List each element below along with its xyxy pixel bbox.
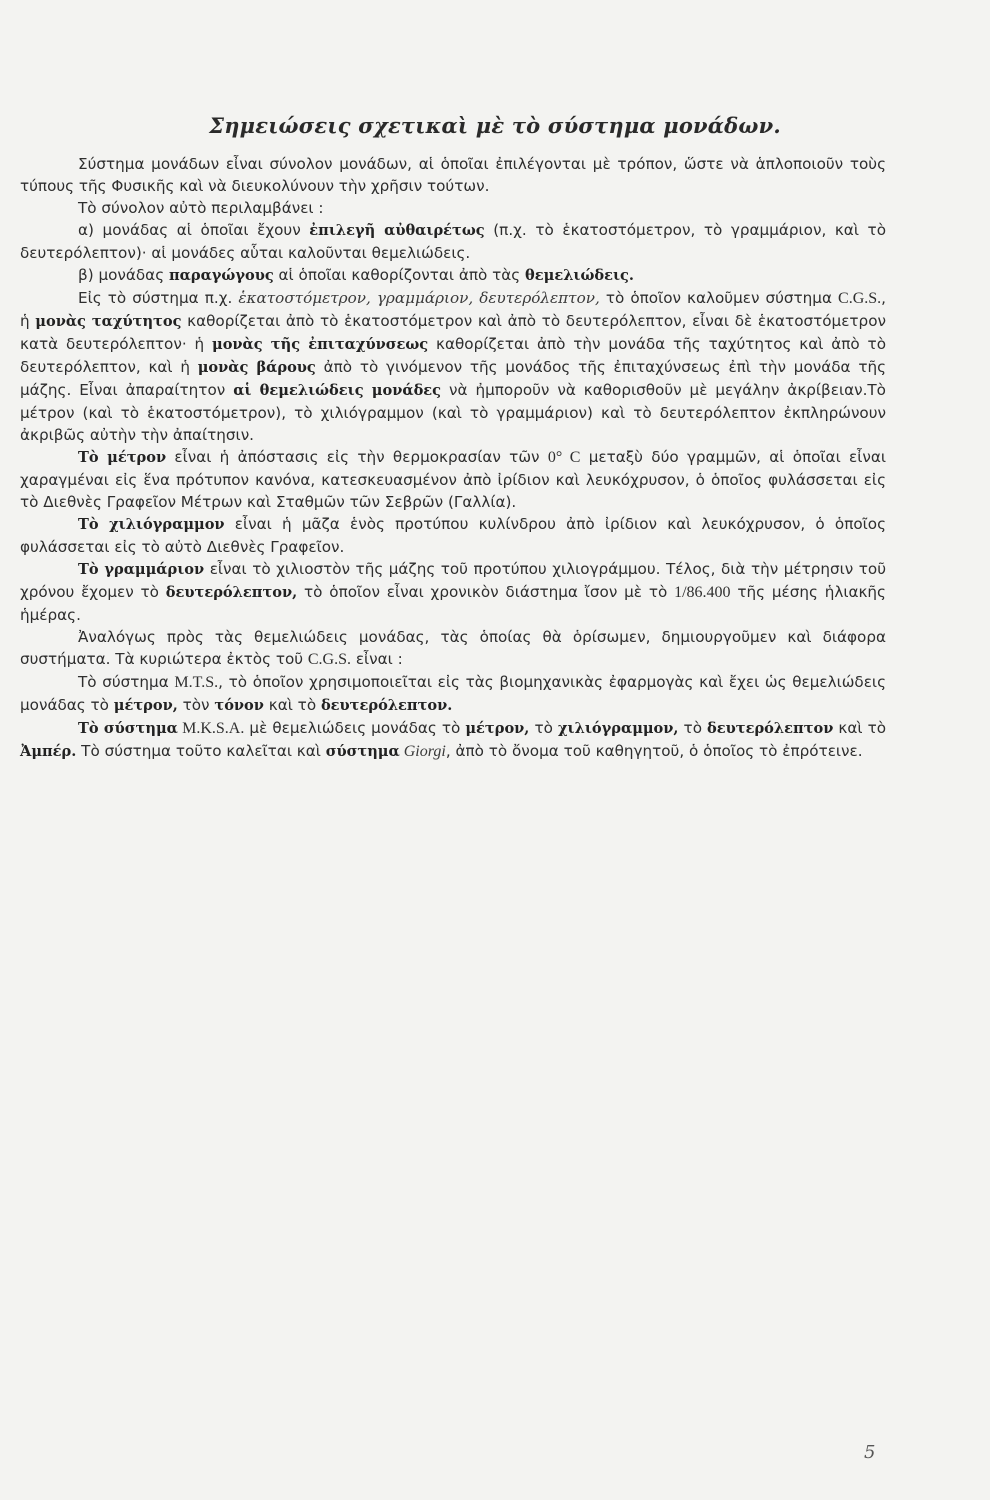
paragraph-cgs-example [20,287,886,446]
text-run: νὰ ἠμποροῦν νὰ καθορισθοῦν μὲ μεγάλην ἀκρίβειαν.Τὸ μέτρον (καὶ τὸ ἑκατοστόμετρον), τὸ χιλιόγραμμον (καὶ τὸ γραμμάριον) καὶ τὸ δευτερόλεπτον ἐκπληρώνουν ἀκριβῶς αὐτὴν τὴν ἀπαίτησιν. [20,381,886,444]
paragraph-definition [20,153,886,197]
text-run: Ἀναλόγως πρὸς τὰς θεμελιώδεις μονάδας, τὰς ὁποίας θὰ ὁρίσωμεν, δημιουργοῦμεν καὶ διάφορα συστήματα. Τὰ κυριώτερα ἐκτὸς τοῦ [20,628,886,668]
text-run: καθορίζεται ἀπὸ τὸ ἑκατοστόμετρον καὶ ἀπὸ τὸ δευτερόλεπτον, εἶναι δὲ ἑκατοστόμετρον κατὰ δευτερόλεπτον· ἡ [20,312,886,353]
text-run: , τὸ ὁποῖον χρησιμοποιεῖται εἰς τὰς βιομηχανικὰς ἐφαρμογὰς καὶ ἔχει ὡς θεμελιώδεις μονάδας τὸ [20,673,886,714]
text-run: καθορίζεται ἀπὸ τὴν μονάδα τῆς ταχύτητος καὶ ἀπὸ τὸ δευτερόλεπτον, καὶ ἡ [20,335,886,376]
bold-term: μονὰς ταχύτητος [35,313,182,330]
text-run: , ἡ [20,289,886,330]
bold-term: μέτρον, [113,697,178,714]
paragraph-item-b [20,264,886,287]
text-run: τὸ ὁποῖον καλοῦμεν σύστημα [599,289,839,307]
page-number: 5 [864,1442,876,1463]
paragraph-kilogram [20,513,886,558]
bold-term: δευτερόλεπτον [707,720,834,737]
bold-term: χιλιόγραμμον, [557,720,679,737]
text-run: καὶ τὸ [833,719,887,737]
paragraph-text: Σύστημα μονάδων εἶναι σύνολον μονάδων, αἱ ὁποῖαι ἐπιλέγονται μὲ τρόπον, ὥστε νὰ ἁπλοποιοῦν τοὺς τύπους τῆς Φυσικῆς καὶ νὰ διευκολύνουν τὴν χρῆσιν τούτων. [20,155,886,195]
text-run: εἶναι ἡ ἀπόστασις εἰς τὴν θερμοκρασίαν τῶν [166,448,548,466]
text-run: τὸ [529,719,558,737]
abbreviation: C.G.S. [307,651,351,668]
text-run: τὸ ὁποῖον εἶναι χρονικὸν διάστημα ἴσον μὲ τὸ [297,583,675,601]
bold-term: μονὰς βάρους [197,359,316,376]
abbreviation: M.T.S. [174,674,219,691]
fraction-value: 1/86.400 [674,584,731,601]
bold-term: δευτερόλεπτον, [165,584,298,601]
bold-term: μονὰς τῆς ἐπιταχύνσεως [212,336,429,353]
paragraph-gram [20,558,886,626]
paragraph-text: Τὸ σύνολον αὐτὸ περιλαμβάνει : [78,199,324,217]
paragraph-mksa [20,717,886,763]
bold-term: τόνον [214,697,264,714]
abbreviation: C.G.S. [838,290,882,307]
text-run: (π.χ. τὸ ἑκατοστόμετρον, τὸ γραμμάριον, καὶ τὸ δευτερόλεπτον)· αἱ μονάδες αὗται καλοῦνται θεμελιώδεις. [20,221,886,262]
temperature-value: 0° C [547,449,581,466]
text-run: τὸν [177,696,215,714]
bold-term: σύστημα [325,743,400,760]
text-run: , ἀπὸ τὸ ὄνομα τοῦ καθηγητοῦ, ὁ ὁποῖος τὸ ἐπρότεινε. [445,742,863,760]
text-run: εἶναι : [351,650,403,668]
bold-term: Τὸ σύστημα [78,720,178,737]
text-run: εἶναι ἡ μᾶζα ἑνὸς προτύπου κυλίνδρου ἀπὸ ἰρίδιον καὶ λευκόχρυσον, ὁ ὁποῖος φυλάσσεται εἰς τὸ αὐτὸ Διεθνὲς Γραφεῖον. [20,515,886,556]
paragraph-includes [20,197,886,219]
italic-name: Giorgi [399,743,446,760]
text-run: τὸ [678,719,708,737]
text-run: τῆς μέσης ἡλιακῆς ἡμέρας. [20,583,886,624]
bold-term: αἱ θεμελιώδεις μονάδες [233,382,442,399]
text-run: αἱ ὁποῖαι καθορίζονται ἀπὸ τὰς [273,266,526,284]
bold-term: Τὸ χιλιόγραμμον [78,516,225,533]
bold-term: μέτρον, [465,720,530,737]
bold-term: δευτερόλεπτον. [320,697,453,714]
bold-term: παραγώγους [168,267,274,284]
italic-term: ἑκατοστόμετρον, γραμμάριον, δευτερόλεπτον, [238,289,600,307]
bold-term: Τὸ γραμμάριον [78,561,205,578]
text-run: Τὸ σύστημα [78,673,175,691]
bold-term: Ἀμπέρ. [20,743,77,760]
text-run: β) μονάδας [78,266,169,284]
paragraph-item-a [20,219,886,264]
text-run: Εἰς τὸ σύστημα π.χ. [78,289,239,307]
paragraph-mts [20,671,886,717]
document-body [20,153,886,763]
text-run: ἀπὸ τὸ γινόμενον τῆς μονάδος τῆς ἐπιταχύνσεως ἐπὶ τὴν μονάδα τῆς μάζης. Εἶναι ἀπαραίτητον [20,358,886,399]
paragraph-metre [20,446,886,513]
text-run: Τὸ σύστημα τοῦτο καλεῖται καὶ [76,742,326,760]
text-run: μεταξὺ δύο γραμμῶν, αἱ ὁποῖαι εἶναι χαραγμέναι εἰς ἕνα πρότυπον κανόνα, κατεσκευασμένον ἀπὸ ἰρίδιον καὶ λευκόχρυσον, ὁ ὁποῖος φυλάσσεται εἰς τὸ Διεθνὲς Γραφεῖον Μέτρων καὶ Σταθμῶν τῶν Σεβρῶν (Γαλλία). [20,448,886,511]
bold-term: θεμελιώδεις. [525,267,635,284]
text-run: μὲ θεμελιώδεις μονάδας τὸ [244,719,466,737]
paragraph-systems [20,626,886,671]
text-run: α) μονάδας αἱ ὁποῖαι ἔχουν [78,221,310,239]
abbreviation: M.K.S.A. [177,720,245,737]
text-run: καὶ τὸ [263,696,321,714]
page-title: Σημειώσεις σχετικαὶ μὲ τὸ σύστημα μονάδων. [209,113,781,138]
bold-term: ἐπιλεγῆ αὐθαιρέτως [309,222,485,239]
bold-term: Τὸ μέτρον [78,449,167,466]
text-run: εἶναι τὸ χιλιοστὸν τῆς μάζης τοῦ προτύπου χιλιογράμμου. Τέλος, διὰ τὴν μέτρησιν τοῦ χρόνου ἔχομεν τὸ [20,560,887,601]
